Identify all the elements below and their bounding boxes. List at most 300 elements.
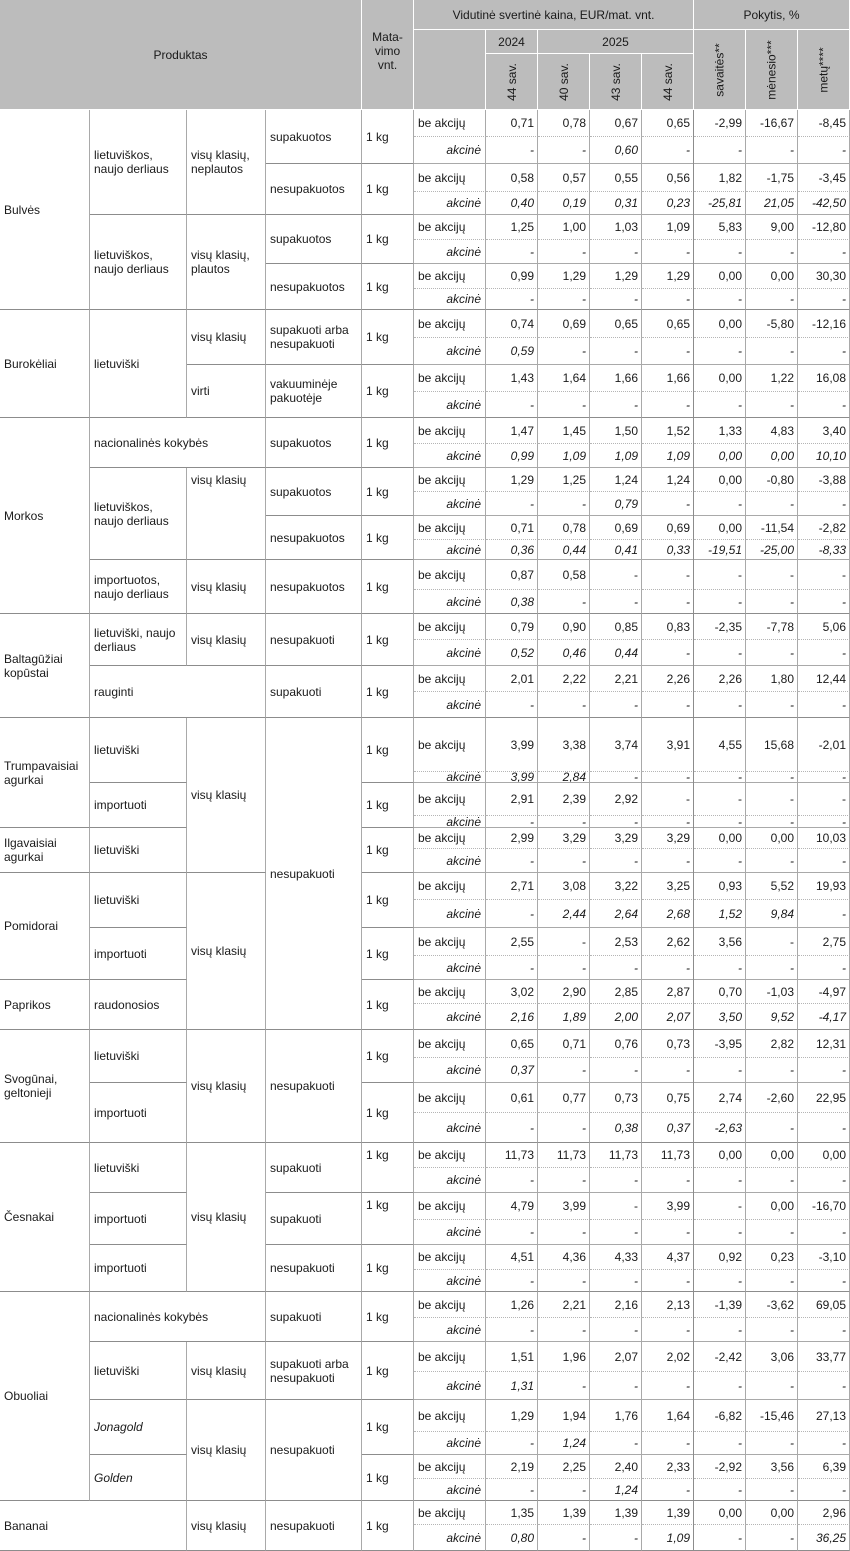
value-cell: -3,88: [798, 468, 850, 492]
value-cell: -3,62: [746, 1292, 798, 1318]
value-cell: 3,56: [746, 1455, 798, 1479]
value-cell: -: [642, 816, 694, 828]
value-cell: -: [538, 849, 590, 873]
product-origin: [90, 1292, 266, 1342]
value-cell: -: [746, 640, 798, 666]
value-cell: 0,79: [590, 492, 642, 516]
label-text: 1 kg: [366, 798, 389, 812]
value-cell: -: [798, 560, 850, 590]
label-text: importuoti: [94, 1105, 147, 1120]
value-cell: 0,00: [746, 1193, 798, 1220]
value-cell: 2,90: [538, 980, 590, 1004]
label-text: visų klasių: [191, 579, 247, 594]
header-blank: [414, 30, 486, 110]
value-cell: 3,29: [538, 828, 590, 849]
value-cell: -: [746, 816, 798, 828]
row-type-regular: be akcijų: [414, 164, 486, 192]
value-cell: 2,39: [538, 783, 590, 816]
value-cell: -: [590, 1270, 642, 1292]
value-cell: -: [538, 928, 590, 956]
value-cell: -: [694, 590, 746, 614]
value-cell: 3,40: [798, 418, 850, 444]
value-cell: -: [642, 392, 694, 418]
value-cell: -: [590, 289, 642, 310]
value-cell: 0,74: [486, 310, 538, 338]
label-text: importuoti: [94, 946, 147, 961]
row-type-promo: akcinė: [414, 772, 486, 783]
unit-cell: [362, 365, 414, 418]
row-type-regular: be akcijų: [414, 718, 486, 772]
value-cell: -8,33: [798, 540, 850, 560]
value-cell: 2,21: [538, 1292, 590, 1318]
row-type-regular: be akcijų: [414, 1455, 486, 1479]
value-cell: -: [746, 492, 798, 516]
value-cell: -: [694, 1372, 746, 1400]
value-cell: -: [486, 1270, 538, 1292]
label-text: virti: [191, 384, 210, 398]
product-origin: [90, 783, 187, 828]
value-cell: -: [486, 240, 538, 264]
value-cell: 3,25: [642, 873, 694, 900]
value-cell: -: [486, 816, 538, 828]
value-cell: -: [590, 590, 642, 614]
label-text: 1 kg: [366, 843, 389, 857]
value-cell: 1,82: [694, 164, 746, 192]
label-text: 1 kg: [366, 1470, 389, 1485]
value-cell: 12,44: [798, 666, 850, 692]
product-packaging: [266, 310, 362, 365]
unit-cell: [362, 310, 414, 365]
value-cell: 0,58: [538, 560, 590, 590]
value-cell: -: [590, 1220, 642, 1245]
row-type-regular: be akcijų: [414, 828, 486, 849]
value-cell: 2,82: [746, 1030, 798, 1058]
value-cell: 1,22: [746, 365, 798, 392]
value-cell: -: [746, 928, 798, 956]
value-cell: 0,00: [694, 365, 746, 392]
value-cell: 0,99: [486, 444, 538, 468]
label-text: 1 kg: [366, 579, 389, 594]
label-text: lietuviškos, naujo derliaus: [94, 248, 169, 276]
row-type-promo: akcinė: [414, 900, 486, 928]
product-name: [0, 1030, 90, 1143]
value-cell: -: [798, 1220, 850, 1245]
value-cell: -: [538, 1525, 590, 1551]
value-cell: -: [590, 560, 642, 590]
label-text: supakuoti: [270, 1160, 322, 1175]
value-cell: -2,99: [694, 110, 746, 137]
value-cell: -: [590, 849, 642, 873]
value-cell: 1,76: [590, 1400, 642, 1432]
value-cell: 0,71: [486, 516, 538, 540]
value-cell: 4,51: [486, 1245, 538, 1270]
value-cell: -: [798, 640, 850, 666]
product-class: [187, 1400, 266, 1501]
product-origin: [90, 614, 187, 666]
product-name: [0, 873, 90, 980]
value-cell: 0,00: [694, 264, 746, 289]
product-origin: [90, 468, 187, 560]
value-cell: 1,94: [538, 1400, 590, 1432]
row-type-regular: be akcijų: [414, 928, 486, 956]
label-text: Golden: [94, 1470, 133, 1485]
value-cell: -: [590, 772, 642, 783]
value-cell: -: [642, 338, 694, 365]
label-text: 1 kg: [366, 484, 389, 499]
label-text: 1 kg: [366, 1148, 389, 1162]
value-cell: 1,50: [590, 418, 642, 444]
value-cell: 0,44: [590, 640, 642, 666]
label-text: 1 kg: [366, 1420, 389, 1434]
product-packaging: [266, 1245, 362, 1292]
label-text: 1 kg: [366, 632, 389, 647]
label-text: Morkos: [4, 508, 44, 523]
product-packaging: [266, 1292, 362, 1342]
value-cell: 0,77: [538, 1083, 590, 1113]
value-cell: -: [798, 590, 850, 614]
value-cell: -: [538, 590, 590, 614]
value-cell: -3,95: [694, 1030, 746, 1058]
product-packaging: [266, 666, 362, 718]
value-cell: 1,26: [486, 1292, 538, 1318]
product-class: [187, 468, 266, 560]
row-type-promo: akcinė: [414, 1058, 486, 1083]
value-cell: 2,64: [590, 900, 642, 928]
value-cell: -: [642, 1270, 694, 1292]
label-text: lietuviški: [94, 1363, 140, 1378]
value-cell: 0,36: [486, 540, 538, 560]
label-text: 1 kg: [366, 1198, 389, 1212]
value-cell: -15,46: [746, 1400, 798, 1432]
product-class: [187, 718, 266, 873]
row-type-promo: akcinė: [414, 192, 486, 215]
label-text: 1 kg: [366, 946, 389, 961]
value-cell: 36,25: [798, 1525, 850, 1551]
label-text: importuoti: [94, 798, 147, 812]
value-cell: -: [746, 1318, 798, 1342]
value-cell: -: [486, 1168, 538, 1193]
value-cell: -5,80: [746, 310, 798, 338]
value-cell: 0,00: [798, 1143, 850, 1168]
value-cell: -: [642, 1432, 694, 1455]
header-year-2024: 2024: [486, 30, 538, 54]
value-cell: 3,99: [642, 1193, 694, 1220]
value-cell: -: [798, 1372, 850, 1400]
value-cell: -: [694, 849, 746, 873]
product-origin: [90, 1193, 187, 1245]
label-text: rauginti: [94, 684, 134, 699]
unit-cell: [362, 1245, 414, 1292]
value-cell: 1,52: [694, 900, 746, 928]
label-text: lietuviški: [94, 893, 140, 907]
value-cell: -: [642, 560, 694, 590]
value-cell: -7,78: [746, 614, 798, 640]
value-cell: 0,00: [694, 516, 746, 540]
product-class: [187, 310, 266, 365]
value-cell: 2,53: [590, 928, 642, 956]
label-text: supakuotos: [270, 484, 332, 499]
value-cell: -: [538, 240, 590, 264]
label-text: nesupakuotos: [270, 530, 345, 545]
value-cell: 2,85: [590, 980, 642, 1004]
label-text: nesupakuoti: [270, 1079, 335, 1093]
value-cell: 0,00: [694, 828, 746, 849]
value-cell: 0,00: [694, 1501, 746, 1525]
value-cell: -42,50: [798, 192, 850, 215]
product-class: [187, 110, 266, 215]
row-type-regular: be akcijų: [414, 1193, 486, 1220]
value-cell: -: [590, 1525, 642, 1551]
value-cell: 0,00: [746, 828, 798, 849]
product-packaging: [266, 1030, 362, 1143]
row-type-regular: be akcijų: [414, 1292, 486, 1318]
label-text: Obuoliai: [4, 1389, 49, 1403]
label-text: Ilgavaisiai agurkai: [4, 836, 57, 864]
value-cell: -: [746, 137, 798, 164]
label-text: lietuviški: [94, 743, 140, 757]
value-cell: 0,65: [642, 310, 694, 338]
value-cell: -: [590, 1168, 642, 1193]
value-cell: 2,25: [538, 1455, 590, 1479]
label-text: Česnakai: [4, 1210, 55, 1224]
value-cell: 16,08: [798, 365, 850, 392]
value-cell: 2,87: [642, 980, 694, 1004]
value-cell: -2,82: [798, 516, 850, 540]
value-cell: 2,74: [694, 1083, 746, 1113]
header-change: Pokytis, %: [694, 0, 850, 30]
row-type-promo: akcinė: [414, 1168, 486, 1193]
value-cell: -25,00: [746, 540, 798, 560]
value-cell: -2,63: [694, 1113, 746, 1143]
value-cell: 1,29: [486, 1400, 538, 1432]
value-cell: 2,16: [486, 1004, 538, 1030]
row-type-regular: be akcijų: [414, 110, 486, 137]
row-type-promo: akcinė: [414, 1525, 486, 1551]
value-cell: -: [798, 1058, 850, 1083]
row-type-regular: be akcijų: [414, 666, 486, 692]
value-cell: -: [746, 1432, 798, 1455]
row-type-regular: be akcijų: [414, 560, 486, 590]
value-cell: -: [486, 1479, 538, 1501]
value-cell: 0,40: [486, 192, 538, 215]
product-packaging: [266, 468, 362, 516]
unit-cell: [362, 560, 414, 614]
value-cell: -: [746, 692, 798, 718]
value-cell: -: [746, 590, 798, 614]
product-name: [0, 1501, 187, 1551]
label-text: nesupakuoti: [270, 632, 335, 647]
label-text: lietuviškos, naujo derliaus: [94, 148, 169, 176]
value-cell: 0,69: [538, 310, 590, 338]
value-cell: 33,77: [798, 1342, 850, 1372]
product-packaging: [266, 418, 362, 468]
value-cell: 5,06: [798, 614, 850, 640]
row-type-regular: be akcijų: [414, 365, 486, 392]
unit-cell: [362, 1292, 414, 1342]
unit-cell: [362, 1400, 414, 1455]
value-cell: -: [694, 692, 746, 718]
value-cell: 0,23: [746, 1245, 798, 1270]
value-cell: 1,00: [538, 215, 590, 240]
value-cell: -: [538, 1168, 590, 1193]
value-cell: -: [590, 1318, 642, 1342]
label-text: supakuoti: [270, 1309, 322, 1324]
value-cell: 2,22: [538, 666, 590, 692]
value-cell: 0,76: [590, 1030, 642, 1058]
label-text: importuoti: [94, 1211, 147, 1226]
product-origin: [90, 828, 187, 873]
value-cell: 1,51: [486, 1342, 538, 1372]
value-cell: 0,78: [538, 110, 590, 137]
value-cell: 2,01: [486, 666, 538, 692]
product-name: [0, 718, 90, 828]
product-origin: [90, 980, 187, 1030]
value-cell: 0,73: [642, 1030, 694, 1058]
value-cell: -19,51: [694, 540, 746, 560]
value-cell: 0,65: [486, 1030, 538, 1058]
value-cell: 0,00: [746, 1501, 798, 1525]
value-cell: 11,73: [642, 1143, 694, 1168]
row-type-promo: akcinė: [414, 444, 486, 468]
product-packaging: [266, 718, 362, 1030]
unit-cell: [362, 1501, 414, 1551]
header-avg-price: Vidutinė svertinė kaina, EUR/mat. vnt.: [414, 0, 694, 30]
label-text: visų klasių: [191, 788, 247, 802]
value-cell: -: [486, 849, 538, 873]
unit-cell: [362, 1143, 414, 1193]
value-cell: 1,64: [642, 1400, 694, 1432]
unit-cell: [362, 215, 414, 264]
value-cell: -: [746, 772, 798, 783]
value-cell: -: [642, 783, 694, 816]
label-text: supakuotos: [270, 435, 332, 450]
value-cell: 9,84: [746, 900, 798, 928]
label-text: nesupakuoti: [270, 1261, 335, 1275]
label-text: nesupakuoti: [270, 1518, 335, 1533]
value-cell: 0,73: [590, 1083, 642, 1113]
value-cell: -: [486, 137, 538, 164]
label-text: nacionalinės kokybės: [94, 1309, 209, 1324]
value-cell: 11,73: [538, 1143, 590, 1168]
row-type-promo: akcinė: [414, 816, 486, 828]
label-text: Bulvės: [4, 202, 41, 217]
value-cell: 1,80: [746, 666, 798, 692]
value-cell: 5,52: [746, 873, 798, 900]
product-origin: [90, 1083, 187, 1143]
value-cell: 0,57: [538, 164, 590, 192]
product-packaging: [266, 215, 362, 264]
value-cell: 1,33: [694, 418, 746, 444]
product-origin: [90, 215, 187, 310]
label-text: supakuoti: [270, 1211, 322, 1226]
value-cell: -: [746, 1220, 798, 1245]
value-cell: -: [642, 772, 694, 783]
value-cell: -: [798, 849, 850, 873]
value-cell: 1,09: [538, 444, 590, 468]
label-text: supakuotos: [270, 232, 332, 246]
value-cell: -: [642, 1372, 694, 1400]
row-type-regular: be akcijų: [414, 1400, 486, 1432]
product-origin: [90, 1342, 187, 1400]
value-cell: 0,85: [590, 614, 642, 640]
value-cell: -: [538, 1270, 590, 1292]
product-origin: [90, 666, 266, 718]
value-cell: -: [590, 956, 642, 980]
value-cell: -: [694, 492, 746, 516]
value-cell: 2,07: [590, 1342, 642, 1372]
value-cell: -: [694, 772, 746, 783]
value-cell: -: [590, 1193, 642, 1220]
product-name: [0, 1292, 90, 1501]
value-cell: 0,00: [694, 444, 746, 468]
row-type-regular: be akcijų: [414, 215, 486, 240]
value-cell: 2,55: [486, 928, 538, 956]
value-cell: -: [590, 816, 642, 828]
product-class: [187, 1030, 266, 1143]
value-cell: -: [538, 1058, 590, 1083]
row-type-promo: akcinė: [414, 289, 486, 310]
value-cell: 0,00: [746, 264, 798, 289]
product-class: [187, 365, 266, 418]
product-packaging: [266, 1501, 362, 1551]
value-cell: -: [746, 1168, 798, 1193]
row-type-regular: be akcijų: [414, 1245, 486, 1270]
row-type-promo: akcinė: [414, 137, 486, 164]
label-text: lietuviškos, naujo derliaus: [94, 499, 169, 528]
value-cell: -: [798, 240, 850, 264]
value-cell: -: [746, 1270, 798, 1292]
unit-cell: [362, 928, 414, 980]
value-cell: 0,93: [694, 873, 746, 900]
product-packaging: [266, 264, 362, 310]
value-cell: -: [746, 956, 798, 980]
label-text: Bananai: [4, 1518, 49, 1533]
change-separator: [693, 110, 694, 1551]
value-cell: 2,02: [642, 1342, 694, 1372]
value-cell: -2,01: [798, 718, 850, 772]
label-text: 1 kg: [366, 279, 389, 294]
value-cell: 27,13: [798, 1400, 850, 1432]
value-cell: -: [538, 137, 590, 164]
label-text: lietuviški: [94, 1160, 140, 1175]
header-week-2024-44: 44 sav.: [486, 54, 538, 110]
value-cell: -: [590, 338, 642, 365]
value-cell: -: [538, 392, 590, 418]
value-cell: 3,91: [642, 718, 694, 772]
product-class: [187, 873, 266, 1030]
value-cell: -: [486, 1113, 538, 1143]
value-cell: 21,05: [746, 192, 798, 215]
header-change-week: savaitės**: [694, 30, 746, 110]
header-change-year: metų****: [798, 30, 850, 110]
product-name: [0, 418, 90, 614]
unit-cell: [362, 418, 414, 468]
value-cell: 3,99: [538, 1193, 590, 1220]
value-cell: 1,24: [642, 468, 694, 492]
value-cell: 0,00: [694, 310, 746, 338]
header-product: Produktas: [0, 0, 362, 110]
label-text: 1 kg: [366, 1363, 389, 1378]
label-text: visų klasių: [191, 1518, 247, 1533]
label-text: visų klasių: [191, 1363, 247, 1378]
value-cell: 3,29: [642, 828, 694, 849]
value-cell: 10,10: [798, 444, 850, 468]
label-text: 1 kg: [366, 997, 389, 1012]
value-cell: 0,19: [538, 192, 590, 215]
label-text: Burokėliai: [4, 356, 57, 371]
value-cell: 0,65: [642, 110, 694, 137]
value-cell: 0,58: [486, 164, 538, 192]
